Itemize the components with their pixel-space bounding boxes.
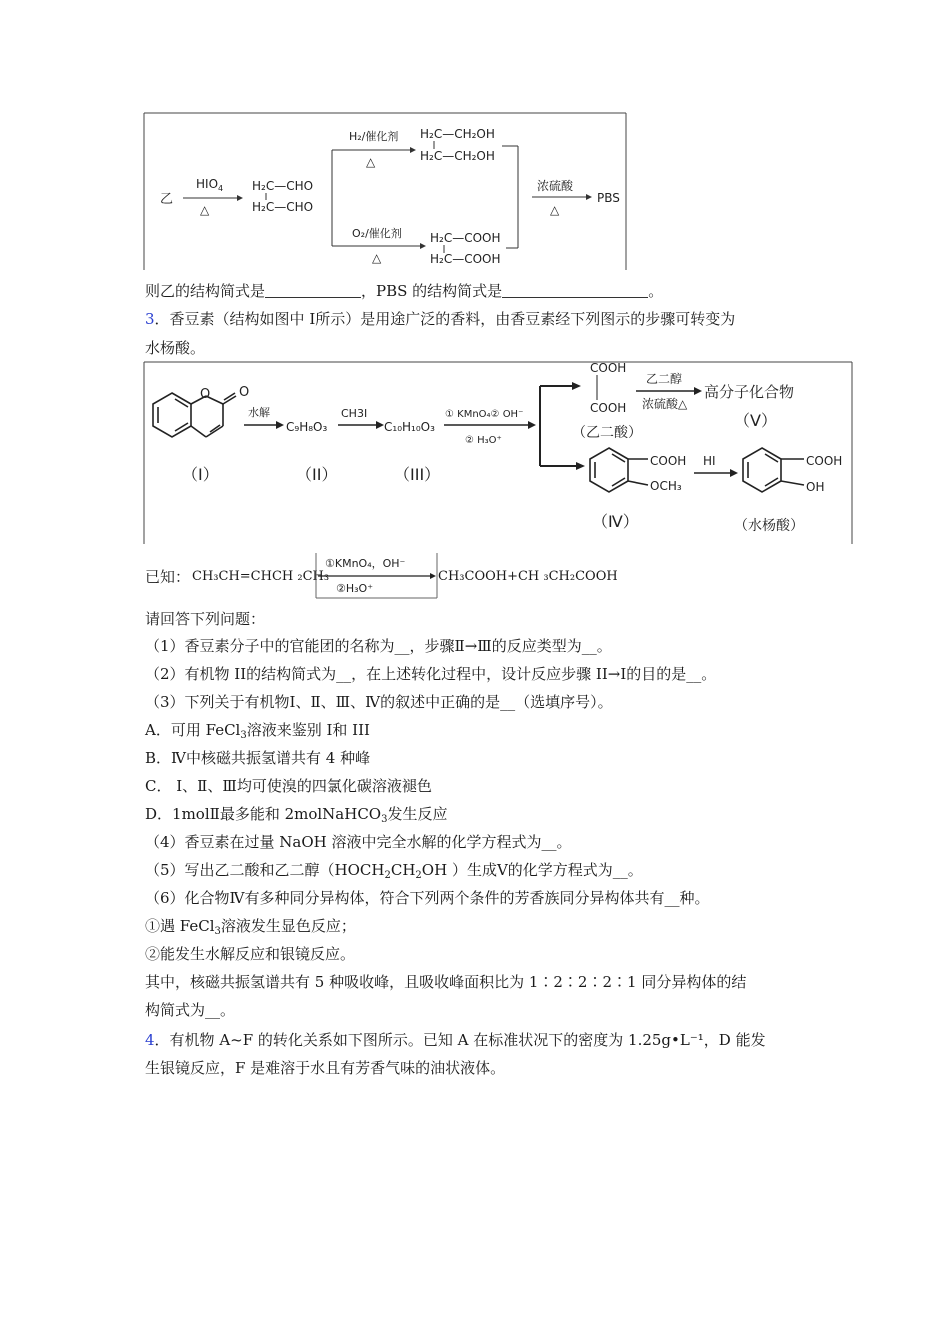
option-a-text: A．可用 FeCl <box>145 721 241 739</box>
question-2: （2）有机物 II的结构简式为__，在上述转化过程中，设计反应步骤 II→I的目的是__。 <box>145 665 717 683</box>
subscript: 3 <box>214 926 221 937</box>
diacid-top: H₂C—COOH <box>430 231 501 245</box>
cond-ch3i: CH3I <box>341 407 368 420</box>
pbs-product: PBS <box>597 191 620 205</box>
subscript: 3 <box>240 730 247 741</box>
question-number: 4 <box>145 1031 155 1049</box>
label-II: （II） <box>296 465 338 484</box>
formula-III: C₁₀H₁₀O₃ <box>384 420 435 434</box>
diacid-bottom: H₂C—COOH <box>430 252 501 266</box>
condition-1-text-b: 溶液发生显色反应； <box>220 917 356 935</box>
oxalic-name: （乙二酸） <box>572 425 642 441</box>
iv-cooh: COOH <box>650 454 687 468</box>
option-d-text: D．1molⅡ最多能和 2molNaHCO <box>145 805 382 823</box>
condition-2: ②能发生水解反应和银镜反应。 <box>145 945 356 963</box>
cond-o2: O₂/催化剂 <box>352 227 402 240</box>
iv-och3: OCH₃ <box>650 479 682 493</box>
condition-1 <box>145 916 356 942</box>
subscript: 3 <box>381 814 388 825</box>
answer-blank[interactable] <box>502 283 648 298</box>
cond-hydrolysis: 水解 <box>248 406 270 419</box>
label-III: （III） <box>394 465 441 484</box>
question-5 <box>145 860 643 886</box>
arrow-head <box>586 194 592 200</box>
cond-kmno4: ① KMnO₄② OH⁻ <box>445 409 524 420</box>
sa-cooh: COOH <box>806 454 843 468</box>
start-compound: 乙 <box>160 192 174 207</box>
known-label: 已知： <box>145 568 191 586</box>
q5-text-b: CH <box>390 861 416 879</box>
label-I: （I） <box>182 465 219 484</box>
question-3: （3）下列关于有机物Ⅰ、Ⅱ、Ⅲ、Ⅳ的叙述中正确的是__（选填序号）。 <box>145 693 613 711</box>
q4-line2: 生银镜反应，F 是难溶于水且有芳香气味的油状液体。 <box>145 1059 506 1077</box>
cond-heat-2: △ <box>366 155 376 169</box>
subscript: 2 <box>384 870 391 881</box>
polymer-name: 高分子化合物 <box>704 383 795 401</box>
subscript: 2 <box>415 870 422 881</box>
cond-heat-4: △ <box>550 203 560 217</box>
cond-heat-1: △ <box>200 203 210 217</box>
q5-text-c: OH ）生成Ⅴ的化学方程式为__。 <box>421 861 643 879</box>
cond-conc-h2so4: 浓硫酸△ <box>642 397 688 411</box>
label-IV: （Ⅳ） <box>592 512 639 531</box>
option-b: B．Ⅳ中核磁共振氢谱共有 4 种峰 <box>145 749 371 767</box>
arrow-head <box>420 243 426 249</box>
cond-h2so4: 浓硫酸 <box>537 179 574 193</box>
q2-answer-line <box>145 281 663 301</box>
q5-text-a: （5）写出乙二酸和乙二醇（HOCH <box>145 861 385 879</box>
carbonyl-oxygen: O <box>239 385 250 400</box>
option-d <box>145 804 448 830</box>
q3-intro-text: ．香豆素（结构如图中 I所示）是用途广泛的香料，由香豆素经下列图示的步骤可转变为 <box>154 310 736 328</box>
cond-h2: H₂/催化剂 <box>349 130 399 143</box>
diol-bottom: H₂C—CH₂OH <box>420 149 495 163</box>
branch-bracket-right <box>502 146 518 248</box>
ask-line: 请回答下列问题： <box>145 610 266 628</box>
tail-line-1: 其中，核磁共振氢谱共有 5 种吸收峰，且吸收峰面积比为 1∶2∶2∶2∶1 同分异构体的结 <box>145 973 747 991</box>
condition-1-text: ①遇 FeCl <box>145 917 215 935</box>
diol-top: H₂C—CH₂OH <box>420 127 495 141</box>
question-number: 3 <box>145 310 155 328</box>
tail-line-2: 构简式为__。 <box>145 1001 236 1019</box>
dialdehyde-bottom: H₂C—CHO <box>252 200 314 214</box>
option-c: C． Ⅰ、Ⅱ、Ⅲ均可使溴的四氯化碳溶液褪色 <box>145 777 432 795</box>
oxalic-top: COOH <box>590 361 627 375</box>
known-product: CH₃COOH+CH ₃CH₂COOH <box>438 569 618 584</box>
q4-text-1: ．有机物 A~F 的转化关系如下图所示。已知 A 在标准状况下的密度为 1.25g•L⁻¹，D 能发 <box>154 1031 766 1049</box>
cond-glycol: 乙二醇 <box>646 372 683 386</box>
question-1: （1）香豆素分子中的官能团的名称为__，步骤Ⅱ→Ⅲ的反应类型为__。 <box>145 637 612 655</box>
cond-heat-3: △ <box>372 251 382 265</box>
known-reactant: CH₃CH=CHCH ₂CH₃ <box>192 569 330 584</box>
salicylic-name: （水杨酸） <box>734 518 804 534</box>
question-4: （4）香豆素在过量 NaOH 溶液中完全水解的化学方程式为__。 <box>145 833 572 851</box>
sa-oh: OH <box>806 480 825 494</box>
cond-hio4: $HIO_4$ <box>196 177 224 193</box>
cond-h3o: ② H₃O⁺ <box>465 435 502 446</box>
oxalic-bottom: COOH <box>590 401 627 415</box>
q2-text-a: 则乙的结构简式是 <box>145 282 266 300</box>
arrow-head <box>237 195 243 201</box>
option-a <box>145 720 370 746</box>
q2-text-c: 。 <box>648 282 664 300</box>
q2-text-b: ，PBS 的结构简式是 <box>361 282 503 300</box>
q3-intro-line2: 水杨酸。 <box>145 339 206 357</box>
dialdehyde-top: H₂C—CHO <box>252 179 314 193</box>
q4-line1 <box>145 1030 766 1050</box>
question-6: （6）化合物Ⅳ有多种同分异构体，符合下列两个条件的芳香族同分异构体共有__种。 <box>145 889 710 907</box>
known-cond1: ①KMnO₄，OH⁻ <box>325 557 406 570</box>
option-a-text-b: 溶液来鉴别 I和 III <box>246 721 370 739</box>
arrow-head <box>410 147 416 153</box>
option-d-text-b: 发生反应 <box>387 805 448 823</box>
ring-oxygen: O <box>200 387 211 402</box>
label-V: （Ⅴ） <box>734 411 777 430</box>
q3-intro-line1 <box>145 309 735 329</box>
answer-blank[interactable] <box>265 283 361 298</box>
formula-II: C₉H₈O₃ <box>286 420 328 434</box>
cond-hi: HI <box>703 454 716 468</box>
known-cond2: ②H₃O⁺ <box>336 582 374 595</box>
